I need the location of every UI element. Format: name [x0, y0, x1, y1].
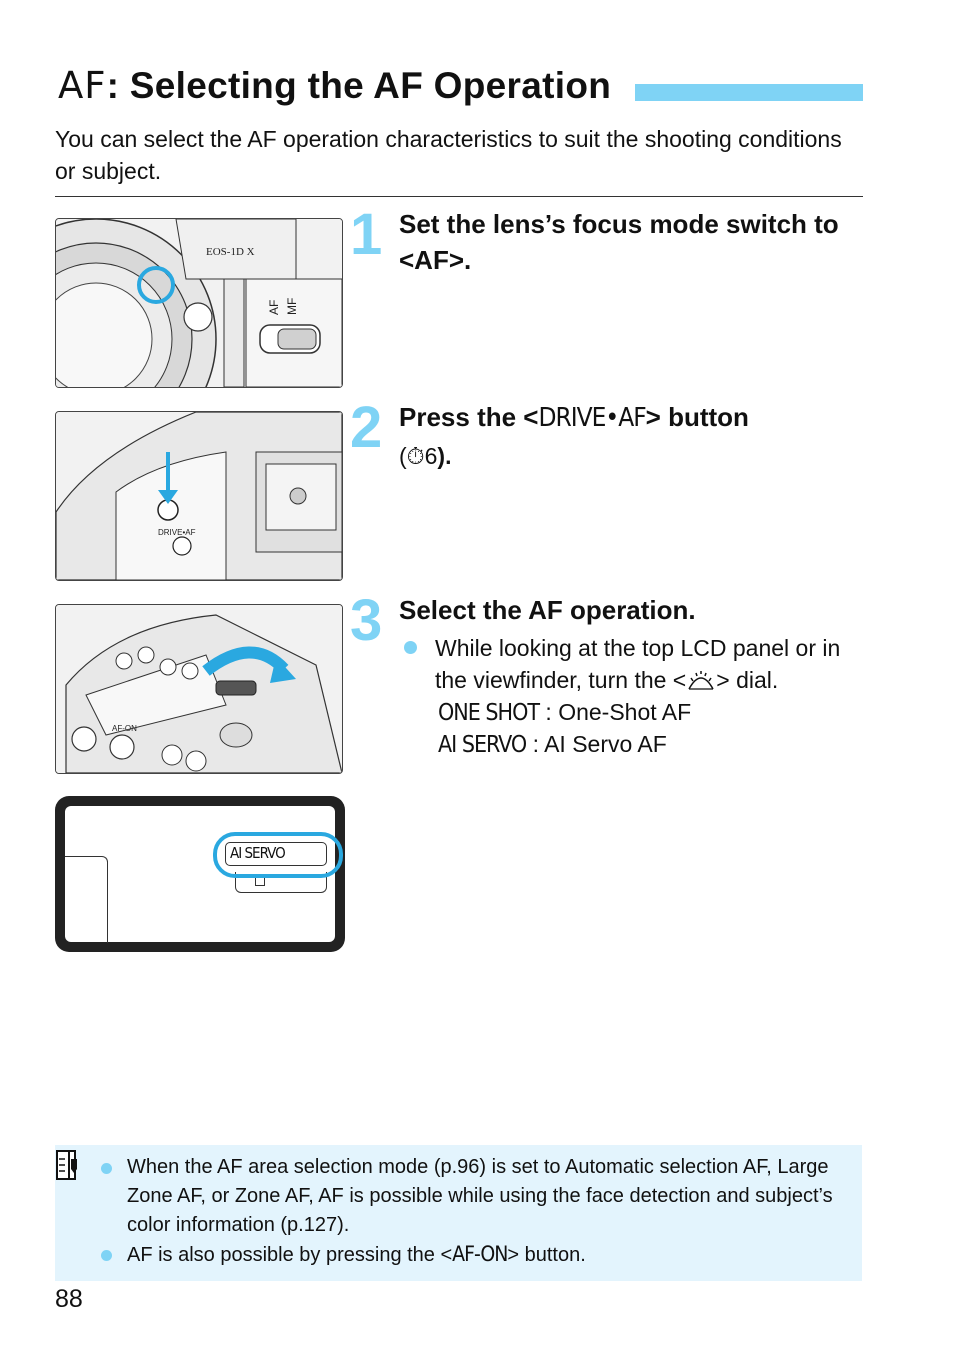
note-icon: [55, 1149, 81, 1185]
drive-af-button-symbol: DRIVE•AF: [538, 403, 646, 433]
lens-switch-illustration: [55, 218, 343, 388]
note-bullet-1: [101, 1161, 112, 1179]
note-box: [55, 1145, 862, 1281]
page-number: 88: [55, 1285, 83, 1313]
step-2-heading-post: > button: [645, 402, 749, 432]
page-title: [58, 64, 611, 107]
af-on-button-symbol: AF-ON: [452, 1242, 508, 1266]
note-item-2: [127, 1240, 847, 1270]
drive-af-label: DRIVE•AF: [158, 528, 196, 537]
step-2-heading-pre: Press the <: [399, 402, 539, 432]
step-3-instruction: [435, 632, 860, 696]
title-text: : Selecting the AF Operation: [106, 65, 612, 106]
af-symbol: AF: [58, 64, 107, 107]
note-item-1: When the AF area selection mode (p.96) is set to Automatic selection AF, Large Zone AF, or Zone AF, AF is possible while using the face detection and subject’s color information (p.127).: [127, 1156, 833, 1236]
ref-page: 6: [424, 443, 438, 469]
note-item-2-post: > button.: [507, 1244, 586, 1266]
step-2-number: 2: [350, 395, 383, 460]
highlight-ring: [213, 832, 343, 878]
mode-ai-servo: [438, 728, 667, 761]
drive-af-button-illustration: [55, 411, 343, 581]
lcd-panel-illustration: [55, 796, 345, 952]
top-dial-illustration: [55, 604, 343, 774]
instruction-post: > dial.: [716, 667, 779, 693]
title-accent-bar: [635, 84, 863, 101]
ref-open: (: [399, 443, 407, 469]
page-ref-icon: ⏱: [406, 443, 425, 469]
step-2-heading: [399, 399, 859, 436]
camera-brand-label: EOS-1D X: [206, 246, 255, 258]
step-3-heading: Select the AF operation.: [399, 595, 696, 625]
divider: [55, 196, 863, 197]
bullet-dot: [404, 641, 417, 659]
lcd-af-mode-text: AI SERVO: [230, 844, 285, 862]
mf-switch-label: MF: [285, 297, 299, 315]
main-dial-icon: [686, 669, 716, 691]
lcd-segment: [65, 856, 108, 943]
step-1-heading: Set the lens’s focus mode switch to <AF>.: [399, 209, 839, 275]
step-1-number: 1: [350, 202, 383, 267]
ai-servo-label: : AI Servo AF: [532, 731, 667, 757]
intro-text: You can select the AF operation characteristics to suit the shooting conditions or subject.: [55, 126, 842, 184]
step-2-page-ref: [399, 440, 451, 472]
mode-one-shot: [438, 696, 691, 729]
note-item-2-pre: AF is also possible by pressing the <: [127, 1244, 453, 1266]
lcd-screen: [65, 806, 335, 942]
one-shot-code: ONE SHOT: [438, 700, 540, 726]
step-3-number: 3: [350, 588, 383, 653]
instruction-pre: While looking at the top LCD panel or in the viewfinder, turn the <: [435, 635, 841, 693]
af-switch-label: AF: [267, 299, 281, 315]
note-bullet-2: [101, 1248, 112, 1266]
ref-close: ).: [437, 443, 452, 469]
af-on-label: AF-ON: [112, 724, 137, 733]
one-shot-label: : One-Shot AF: [545, 699, 692, 725]
ai-servo-code: AI SERVO: [438, 732, 527, 758]
